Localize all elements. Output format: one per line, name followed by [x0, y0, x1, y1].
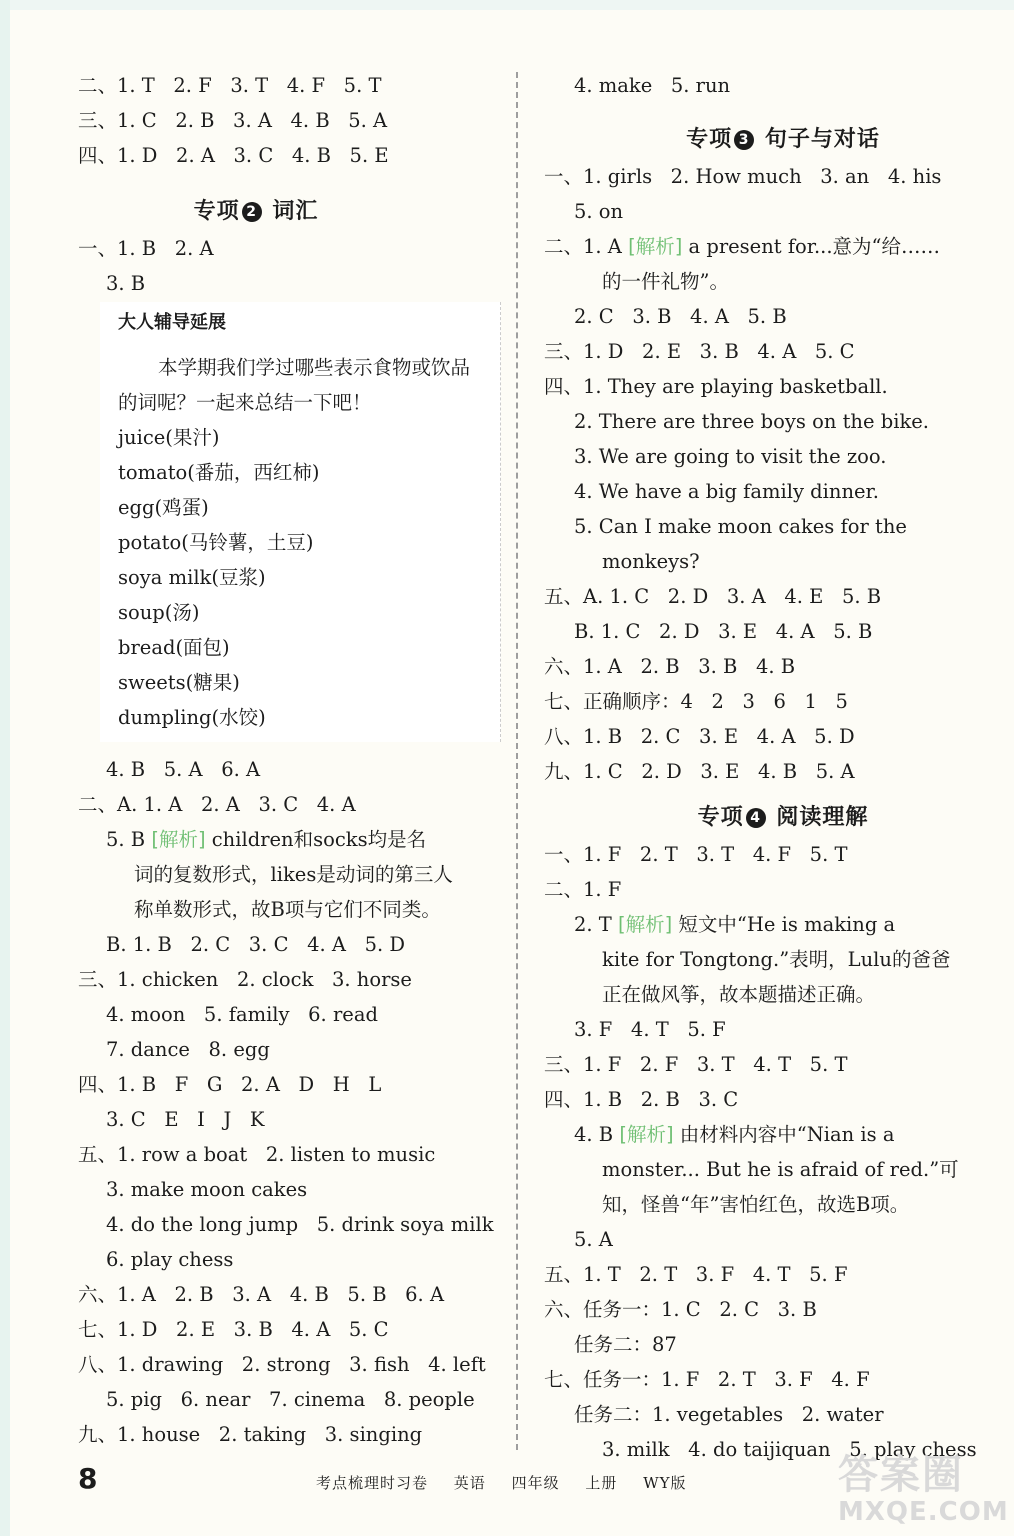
- analysis-tag: [解析]: [618, 913, 673, 936]
- footer-grade: 四年级: [511, 1474, 560, 1492]
- section-title: 句子与对话: [764, 127, 880, 152]
- answer-text: 四、1. B F G 2. A D H L: [78, 1073, 382, 1096]
- answer-text: 九、1. C 2. D 3. E 4. B 5. A: [544, 760, 855, 783]
- answer-text: 八、1. drawing 2. strong 3. fish 4. left: [78, 1353, 486, 1376]
- watermark-cn: 答案圈: [838, 1452, 964, 1498]
- answer-line: [544, 579, 881, 614]
- answer-line: [106, 1102, 264, 1137]
- vocab-item: dumpling(水饺): [118, 706, 266, 729]
- answer-text: 5. on: [574, 200, 624, 223]
- answer-line: [574, 1012, 726, 1047]
- answer-text: 三、1. chicken 2. clock 3. horse: [78, 968, 412, 991]
- answer-text: 六、任务一：1. C 2. C 3. B: [544, 1298, 817, 1321]
- answer-line: [78, 231, 214, 266]
- answer-line: [574, 509, 907, 544]
- answer-text: 4. We have a big family dinner.: [574, 480, 879, 503]
- answer-line: [574, 68, 730, 103]
- analysis-text: 短文中“He is making a: [672, 913, 896, 936]
- answer-line: [134, 892, 441, 927]
- answer-line: [78, 1417, 422, 1452]
- section-title: 阅读理解: [776, 805, 869, 830]
- answer-line: [602, 977, 875, 1012]
- answer-line: [106, 1382, 475, 1417]
- answer-text: 五、1. row a boat 2. listen to music: [78, 1143, 436, 1166]
- answer-line: [544, 837, 847, 872]
- answer-text: 7. dance 8. egg: [106, 1038, 270, 1061]
- answer-text: 正在做风筝，故本题描述正确。: [602, 983, 876, 1006]
- section-label: 专项: [193, 199, 240, 224]
- answer-line: [544, 649, 795, 684]
- section-title: 词汇: [272, 199, 319, 224]
- answer-line: [574, 1117, 894, 1152]
- answer-text: 5. B: [106, 828, 152, 851]
- answer-text: 二、1. T 2. F 3. T 4. F 5. T: [78, 74, 382, 97]
- answer-text: 5. pig 6. near 7. cinema 8. people: [106, 1388, 475, 1411]
- answer-text: 3. C E I J K: [106, 1108, 265, 1131]
- answer-line: [544, 1047, 847, 1082]
- answer-line: [106, 1242, 233, 1277]
- analysis-tag: [解析]: [619, 1123, 674, 1146]
- answer-line: [574, 439, 886, 474]
- answer-text: 3. F 4. T 5. F: [574, 1018, 726, 1041]
- answer-line: [78, 1067, 381, 1102]
- parent-guide-box: [100, 302, 501, 742]
- page-edge-top: [0, 0, 1014, 10]
- answer-line: [574, 194, 623, 229]
- answer-line: [106, 266, 145, 301]
- answer-line: [78, 962, 412, 997]
- vocab-item: egg(鸡蛋): [118, 496, 209, 519]
- answer-text: 一、1. girls 2. How much 3. an 4. his: [544, 165, 942, 188]
- answer-line: [106, 1172, 307, 1207]
- answer-text: 二、A. 1. A 2. A 3. C 4. A: [78, 793, 356, 816]
- answer-text: 五、A. 1. C 2. D 3. A 4. E 5. B: [544, 585, 882, 608]
- answer-text: 3. make moon cakes: [106, 1178, 308, 1201]
- answer-text: 六、1. A 2. B 3. A 4. B 5. B 6. A: [78, 1283, 445, 1306]
- answer-text: 3. B: [106, 272, 146, 295]
- answer-line: [78, 1137, 435, 1172]
- answer-text: 四、1. B 2. B 3. C: [544, 1088, 739, 1111]
- footer-volume: 上册: [585, 1474, 618, 1492]
- watermark-en: MXQE.COM: [838, 1497, 1009, 1527]
- footer-book-info: [316, 1472, 707, 1493]
- vocab-item: potato(马铃薯，土豆): [118, 531, 314, 554]
- guide-box-intro: 本学期我们学过哪些表示食物或饮品的词呢？一起来总结一下吧！: [118, 356, 471, 414]
- section-label: 专项: [697, 805, 744, 830]
- answer-text: 七、1. D 2. E 3. B 4. A 5. C: [78, 1318, 389, 1341]
- analysis-text: children和socks均是名: [205, 828, 427, 851]
- answer-line: [78, 1312, 389, 1347]
- footer-edition: WY版: [643, 1474, 687, 1492]
- answer-line: [602, 1152, 959, 1187]
- guide-box-title: 大人辅导延展: [118, 312, 226, 333]
- answer-text: 2. There are three boys on the bike.: [574, 410, 929, 433]
- answer-line: [574, 1222, 613, 1257]
- answer-text: B. 1. B 2. C 3. C 4. A 5. D: [106, 933, 406, 956]
- answer-text: monkeys?: [602, 550, 700, 573]
- watermark-logo: [838, 1452, 1008, 1532]
- analysis-tag: [解析]: [151, 828, 206, 851]
- answer-text: 知，怪兽“年”害怕红色，故选B项。: [602, 1193, 910, 1216]
- answer-line: [78, 1347, 486, 1382]
- answer-text: 4. do the long jump 5. drink soya milk: [106, 1213, 494, 1236]
- vocab-item: soya milk(豆浆): [118, 566, 266, 589]
- answer-text: 5. Can I make moon cakes for the: [574, 515, 907, 538]
- answer-line: [544, 872, 621, 907]
- answer-line: [544, 1362, 870, 1397]
- answer-text: monster... But he is afraid of red.”可: [602, 1158, 959, 1181]
- answer-text: B. 1. C 2. D 3. E 4. A 5. B: [574, 620, 873, 643]
- answer-text: 五、1. T 2. T 3. F 4. T 5. F: [544, 1263, 848, 1286]
- answer-text: 的一件礼物”。: [602, 270, 729, 293]
- vocab-item: tomato(番茄，西红柿): [118, 461, 320, 484]
- answer-line: [544, 684, 848, 719]
- vocab-item: sweets(糖果): [118, 671, 240, 694]
- answer-line: [602, 942, 950, 977]
- column-divider: [516, 72, 518, 1450]
- answer-text: 二、1. F: [544, 878, 622, 901]
- analysis-tag: [解析]: [628, 235, 683, 258]
- answer-text: 5. A: [574, 1228, 613, 1251]
- answer-text: 七、正确顺序：4 2 3 6 1 5: [544, 690, 848, 713]
- answer-line: [544, 754, 855, 789]
- answer-text: 四、1. D 2. A 3. C 4. B 5. E: [78, 144, 389, 167]
- answer-line: [544, 159, 941, 194]
- answer-text: 3. We are going to visit the zoo.: [574, 445, 887, 468]
- answer-line: [78, 68, 381, 103]
- answer-text: 4. B 5. A 6. A: [106, 758, 261, 781]
- answer-line: [106, 1207, 494, 1242]
- answer-text: 3. milk 4. do taijiquan 5. play chess: [602, 1438, 977, 1461]
- answer-text: 2. C 3. B 4. A 5. B: [574, 305, 787, 328]
- answer-text: 任务二：1. vegetables 2. water: [574, 1403, 884, 1426]
- answer-line: [544, 369, 888, 404]
- answer-text: kite for Tongtong.”表明，Lulu的爸爸: [602, 948, 951, 971]
- section-heading: [0, 192, 512, 232]
- answer-line: [574, 474, 879, 509]
- section-heading: [532, 798, 1014, 838]
- answer-text: 三、1. C 2. B 3. A 4. B 5. A: [78, 109, 388, 132]
- answer-line: [544, 719, 855, 754]
- answer-text: 三、1. F 2. F 3. T 4. T 5. T: [544, 1053, 848, 1076]
- answer-line: [106, 927, 405, 962]
- answer-line: [574, 1397, 884, 1432]
- answer-line: [78, 787, 356, 822]
- answer-line: [78, 103, 387, 138]
- answer-line: [602, 544, 700, 579]
- analysis-text: a present for...意为“给……: [682, 235, 941, 258]
- answer-text: 一、1. F 2. T 3. T 4. F 5. T: [544, 843, 848, 866]
- vocab-item: soup(汤): [118, 601, 200, 624]
- answer-text: 一、1. B 2. A: [78, 237, 214, 260]
- answer-line: [106, 997, 378, 1032]
- answer-text: 八、1. B 2. C 3. E 4. A 5. D: [544, 725, 855, 748]
- answer-text: 2. T: [574, 913, 619, 936]
- answer-line: [574, 404, 929, 439]
- answer-text: 4. make 5. run: [574, 74, 731, 97]
- answer-line: [574, 907, 895, 942]
- section-label: 专项: [686, 127, 733, 152]
- answer-text: 六、1. A 2. B 3. B 4. B: [544, 655, 796, 678]
- answer-text: 4. moon 5. family 6. read: [106, 1003, 378, 1026]
- answer-text: 任务二：87: [574, 1333, 677, 1356]
- section-heading: [532, 120, 1014, 160]
- vocab-item: bread(面包): [118, 636, 230, 659]
- answer-text: 称单数形式，故B项与它们不同类。: [134, 898, 441, 921]
- answer-line: [106, 1032, 270, 1067]
- answer-line: [602, 264, 729, 299]
- answer-text: 词的复数形式，likes是动词的第三人: [134, 863, 453, 886]
- answer-line: [544, 334, 855, 369]
- answer-line: [544, 1257, 847, 1292]
- answer-line: [544, 1082, 738, 1117]
- page-number: 8: [78, 1462, 98, 1495]
- answer-text: 4. B: [574, 1123, 620, 1146]
- answer-line: [602, 1187, 909, 1222]
- answer-line: [134, 857, 453, 892]
- answer-text: 二、1. A: [544, 235, 629, 258]
- footer-book-title: 考点梳理时习卷: [316, 1474, 429, 1492]
- answer-line: [544, 1292, 817, 1327]
- answer-line: [544, 229, 940, 264]
- answer-line: [574, 614, 872, 649]
- answer-text: 三、1. D 2. E 3. B 4. A 5. C: [544, 340, 855, 363]
- answer-text: 四、1. They are playing basketball.: [544, 375, 888, 398]
- answer-text: 九、1. house 2. taking 3. singing: [78, 1423, 423, 1446]
- section-number-badge: 2: [242, 202, 262, 222]
- answer-text: 七、任务一：1. F 2. T 3. F 4. F: [544, 1368, 870, 1391]
- answer-text: 6. play chess: [106, 1248, 234, 1271]
- answer-line: [106, 752, 260, 787]
- answer-line: [574, 1327, 677, 1362]
- answer-line: [574, 299, 787, 334]
- answer-line: [106, 822, 426, 857]
- answer-line: [78, 138, 389, 173]
- section-number-badge: 4: [746, 808, 766, 828]
- footer-subject: 英语: [453, 1474, 486, 1492]
- section-number-badge: 3: [734, 130, 754, 150]
- analysis-text: 由材料内容中“Nian is a: [673, 1123, 895, 1146]
- vocab-item: juice(果汁): [118, 426, 220, 449]
- answer-line: [78, 1277, 444, 1312]
